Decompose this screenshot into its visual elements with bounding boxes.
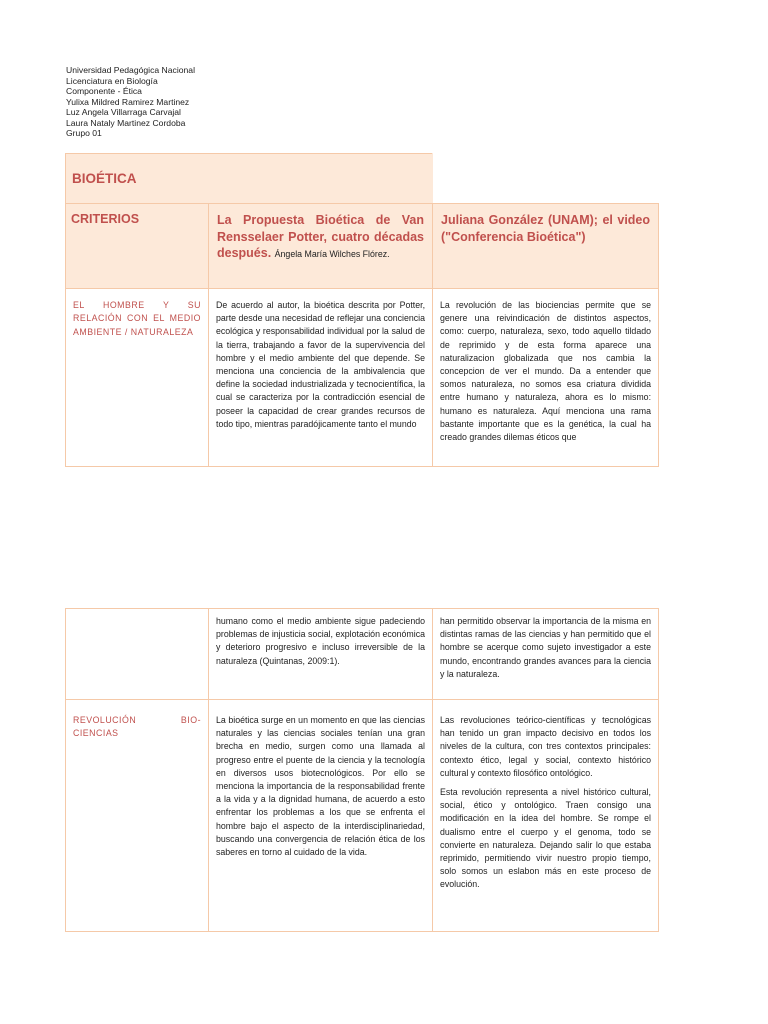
table-title-cell <box>66 154 433 204</box>
table-title: BIOÉTICA <box>72 171 137 186</box>
criteria-header: CRITERIOS <box>71 212 140 226</box>
col3-header-cell <box>433 204 659 289</box>
header-author-1: Yulixa Mildred Ramirez Martinez <box>66 96 190 107</box>
document-header <box>66 65 195 139</box>
col2-header-author: Ángela María Wilches Flórez. <box>274 249 390 259</box>
col3-text-cell: han permitido observar la importancia de la misma en distintas ramas de las ciencias y han permitido que el hombre se acerque como sujeto investigador a este mundo, encontrando grandes avances para la ciencia y la naturaleza. <box>433 609 659 700</box>
col2-text-cell: De acuerdo al autor, la bioética descrita por Potter, parte desde una necesidad de reflejar una conciencia ecológica y responsabilidad individual por la salud de la tierra, trabajando a favor de la supervivencia del hombre y el medio ambiente del que depende. Se menciona una conciencia de la ambivalencia que define la sociedad industrializada y tecnocientífica, la cual se caracteriza por la contradicción esencial de poseer la capacidad de crear grandes recursos de todo tipo, mientras paradójicamente tanto el mundo <box>209 289 433 467</box>
criterion-label: EL HOMBRE Y SU RELACIÓN CON EL MEDIO AMBIENTE / NATURALEZA <box>73 300 201 337</box>
bioetica-table-page1 <box>65 153 659 467</box>
header-component: Componente - Ética <box>66 86 142 96</box>
criterion-cell <box>66 609 209 700</box>
header-author-3: Laura Nataly Martinez Cordoba <box>66 117 186 128</box>
col3-paragraph-1: Las revoluciones teórico-científicas y tecnológicas han tenido un gran impacto decisivo en todos los niveles de la cultura, con tres contextos principales: contexto ético, legal y social, contexto histórico cultural y contexto filosófico ontológico. <box>440 715 651 778</box>
criteria-header-cell <box>66 204 209 289</box>
table-title-gap <box>433 154 659 204</box>
header-program: Licenciatura en Biología <box>66 75 158 86</box>
col3-text-cell <box>433 700 659 932</box>
header-author-2: Luz Angela Villarraga Carvajal <box>66 107 181 117</box>
col2-header-cell <box>209 204 433 289</box>
col3-paragraph-2: Esta revolución representa a nivel histórico cultural, social, ético y ontológico. Traen consigo una modificación en la idea del hombre. Se rompe el dualismo entre el cuerpo y el genoma, todo se convierte en naturaleza. Dejando salir lo que estaba reprimido, permitiendo vivir nuestro propio tiempo, solo somos un eslabon más en este proceso de evolución. <box>440 787 651 890</box>
bioetica-table-page2 <box>65 608 659 932</box>
col2-text-cell: humano como el medio ambiente sigue padeciendo problemas de injusticia social, explotación económica y deterioro progresivo e incluso irreversible de la naturaleza (Quintanas, 2009:1). <box>209 609 433 700</box>
col2-text-cell: La bioética surge en un momento en que las ciencias naturales y las ciencias sociales tenían una gran brecha en medio, surgen como una llamada al progreso entre el puente de la ciencia y la tecnología en diversos usos biotecnológicos. Por ello se menciona la importancia de la responsabilidad frente a la vida y a la dignidad humana, de acuerdo a esto enfrentar los problemas a los que se enfrenta el hombre bajo el aspecto de la interdisciplinariedad, buscando una convergencia de relación ética de los saberes en torno al cuidado de la vida. <box>209 700 433 932</box>
col3-text-cell: La revolución de las biociencias permite que se genere una reivindicación de distintos aspectos, como: cuerpo, naturaleza, sexo, todo aquello tildado de reprimido y de esta forma aparece una naturalizacion globalizada que nos cambia la concepcion de ver el mundo. Da a entender que somos naturaleza, no somos esa criatura dividida entre humano y naturaleza, ahora es lo mismo: humano es naturaleza. Aquí menciona una rama bastante importante que es la genética, la cual ha creado grandes dilemas éticos que <box>433 289 659 467</box>
table-row <box>66 609 659 700</box>
col2-header-title: La Propuesta Bioética de Van Rensselaer Potter, cuatro décadas después. <box>217 213 425 260</box>
table-row <box>66 700 659 932</box>
criterion-cell <box>66 700 209 932</box>
criterion-label: REVOLUCIÓN BIO-CIENCIAS <box>73 715 201 739</box>
table-row <box>66 289 659 467</box>
table-header-row <box>66 204 659 289</box>
col3-header: Juliana González (UNAM); el video ("Conferencia Bioética") <box>441 213 651 244</box>
criterion-cell <box>66 289 209 467</box>
header-university: Universidad Pedagógica Nacional <box>66 65 195 75</box>
header-group: Grupo 01 <box>66 128 102 138</box>
table-title-row <box>66 154 659 204</box>
